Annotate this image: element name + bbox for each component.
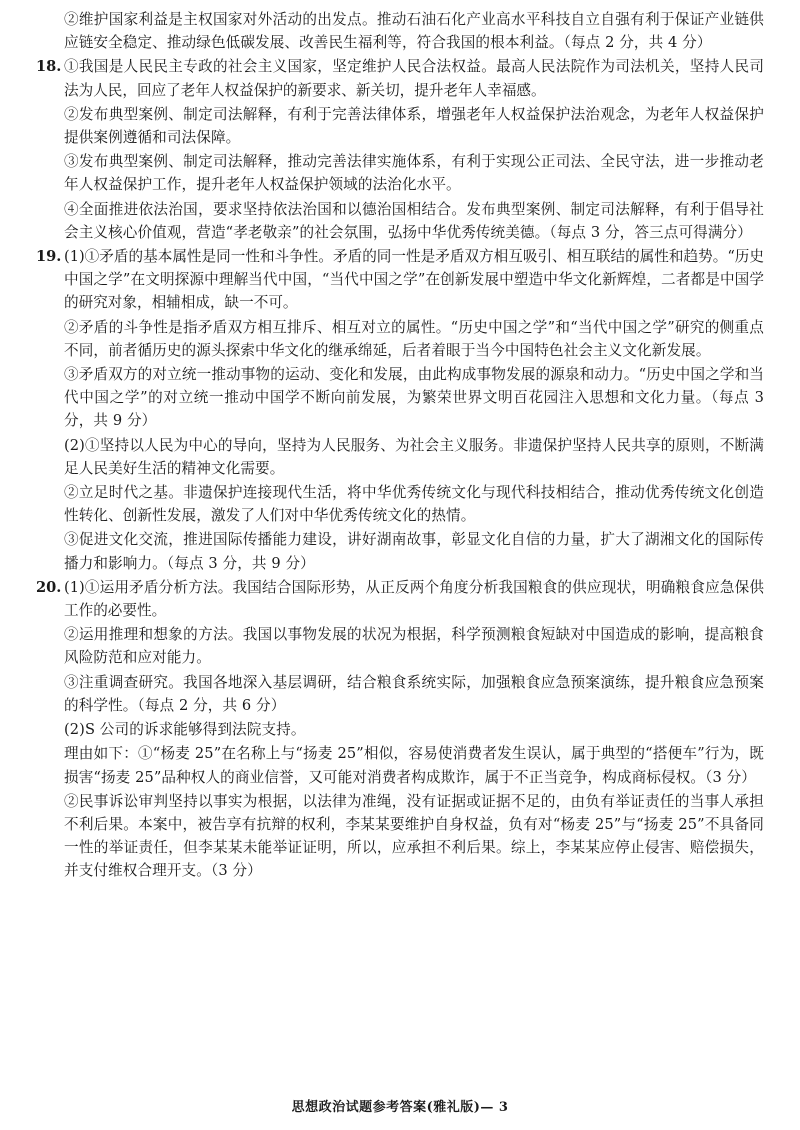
paragraph-text: (1)①矛盾的基本属性是同一性和斗争性。矛盾的同一性是矛盾双方相互吸引、相互联结的属性和趋势。“历史中国之学”在文明探源中理解当代中国，“当代中国之学”在创新发展中塑造中华文化新辉煌，二者都是中国学的研究对象，相辅相成，缺一不可。 [64,248,764,312]
paragraph-text: ①我国是人民民主专政的社会主义国家，坚定维护人民合法权益。最高人民法院作为司法机关，坚持人民司法为人民，回应了老年人权益保护的新要求、新关切，提升老年人幸福感。 [64,58,764,99]
question-18 [0,55,800,244]
question-paragraph: ②矛盾的斗争性是指矛盾双方相互排斥、相互对立的属性。“历史中国之学”和“当代中国之学”研究的侧重点不同，前者循历史的源头探索中华文化的继承绵延，后者着眼于当今中国特色社会主义文化新发展。 [64,318,764,359]
page-footer: 思想政治试题参考答案(雅礼版)— 3 [291,1100,509,1115]
question-paragraph: ④全面推进依法治国，要求坚持依法治国和以德治国相结合。发布典型案例、制定司法解释，有利于倡导社会主义核心价值观，营造“孝老敬亲”的社会氛围，弘扬中华优秀传统美德。（每点 3 分，答三点可得满分） [64,200,764,241]
question-paragraph [0,55,800,101]
question-paragraph: (2)①坚持以人民为中心的导向，坚持为人民服务、为社会主义服务。非遗保护坚持人民共享的原则，不断满足人民美好生活的精神文化需要。 [64,436,764,477]
question-paragraph [0,576,800,622]
question-paragraph: ③促进文化交流，推进国际传播能力建设，讲好湖南故事，彰显文化自信的力量，扩大了湖湘文化的国际传播力和影响力。（每点 3 分，共 9 分） [64,531,764,572]
question-paragraph: ②立足时代之基。非遗保护连接现代生活，将中华优秀传统文化与现代科技相结合，推动优秀传统文化创造性转化、创新性发展，激发了人们对中华优秀传统文化的热情。 [64,484,764,525]
question-number: 18. [36,58,62,76]
page-content [0,8,800,884]
question-paragraph: ③发布典型案例、制定司法解释，推动完善法律实施体系，有利于实现公正司法、全民守法，进一步推动老年人权益保护工作，提升老年人权益保护领域的法治化水平。 [64,153,764,194]
question-paragraph: ②民事诉讼审判坚持以事实为根据，以法律为准绳，没有证据或证据不足的，由负有举证责任的当事人承担不利后果。本案中，被告享有抗辩的权利，李某某要维护自身权益，负有对“杨麦 25”与“扬麦 25”不具备同一性的举证责任，但李某某未能举证证明，所以，应承担不利后果。综上，李某某应停止侵害、赔偿损失，并支付维权合理开支。（3 分） [64,792,764,880]
question-paragraph: (2)S 公司的诉求能够得到法院支持。 [64,721,306,739]
question-paragraph [0,245,800,315]
paragraph-text: (1)①运用矛盾分析方法。我国结合国际形势，从正反两个角度分析我国粮食的供应现状，明确粮食应急保供工作的必要性。 [64,578,764,620]
question-paragraph: ③矛盾双方的对立统一推动事物的运动、变化和发展，由此构成事物发展的源泉和动力。“历史中国之学和当代中国之学”的对立统一推动中国学不断向前发展，为繁荣世界文明百花园注入思想和文化力量。（每点 3 分，共 9 分） [64,366,764,430]
question-number: 20. [36,578,62,596]
question-paragraph: 理由如下：①“杨麦 25”在名称上与“扬麦 25”相似，容易使消费者发生误认，属于典型的“搭便车”行为，既损害“扬麦 25”品种权人的商业信誉，又可能对消费者构成欺诈，属于不正当竞争，构成商标侵权。（3 分） [64,745,764,786]
question-19 [0,245,800,575]
question-paragraph: ②运用推理和想象的方法。我国以事物发展的状况为根据，科学预测粮食短缺对中国造成的影响，提高粮食风险防范和应对能力。 [64,626,764,667]
question-paragraph: ②发布典型案例、制定司法解释，有利于完善法律体系，增强老年人权益保护法治观念，为老年人权益保护提供案例遵循和司法保障。 [64,105,764,147]
q17-continuation-paragraph: ②维护国家利益是主权国家对外活动的出发点。推动石油石化产业高水平科技自立自强有利于保证产业链供应链安全稳定、推动绿色低碳发展、改善民生福利等，符合我国的根本利益。（每点 2 分，共 4 分） [64,11,764,52]
question-number: 19. [36,248,62,266]
question-paragraph: ③注重调查研究。我国各地深入基层调研，结合粮食系统实际，加强粮食应急预案演练，提升粮食应急预案的科学性。（每点 2 分，共 6 分） [64,673,764,714]
question-20 [0,576,800,883]
